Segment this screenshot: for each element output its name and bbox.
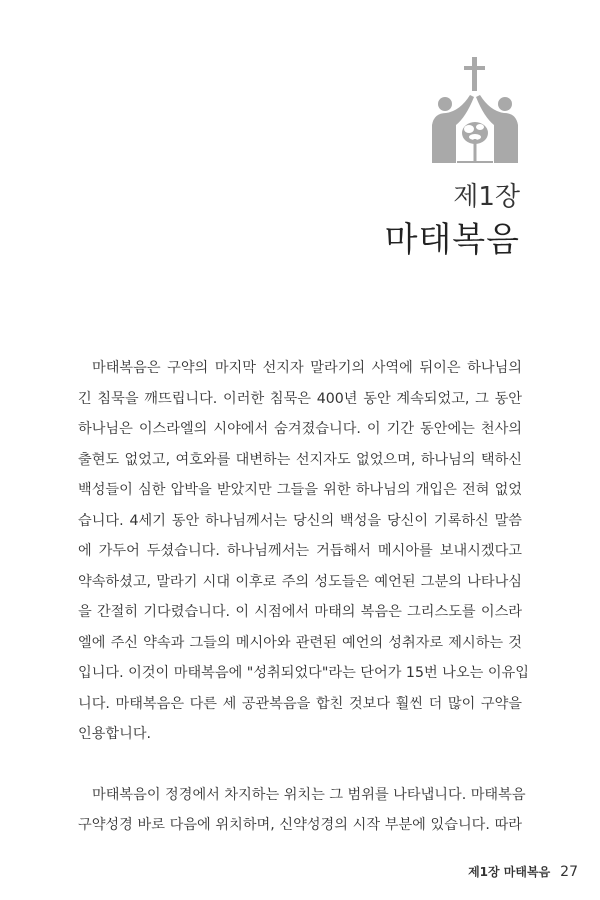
- text-line: 에 가두어 두셨습니다. 하나님께서는 거듭해서 메시아를 보내시겠다고: [78, 543, 522, 559]
- paragraph: [78, 780, 526, 841]
- paragraph: [78, 353, 529, 750]
- chapter-number: 제1장: [453, 182, 520, 212]
- text-line: 입니다. 이것이 마태복음에 "성취되었다"라는 단어가 15번 나오는 이유입: [78, 665, 529, 681]
- text-line: 니다. 마태복음은 다른 세 공관복음을 합친 것보다 훨씬 더 많이 구약을: [78, 695, 522, 712]
- body-text: [78, 353, 529, 841]
- text-line: 구약성경 바로 다음에 위치하며, 신약성경의 시작 부분에 있습니다. 따라: [78, 817, 522, 833]
- text-line: 백성들이 심한 압박을 받았지만 그들을 위한 하나님의 개입은 전혀 없었: [78, 482, 522, 498]
- cross-tree-emblem-icon: [430, 55, 520, 165]
- running-title: 제1장 마태복음: [468, 865, 551, 879]
- text-line: 마태복음이 정경에서 차지하는 위치는 그 범위를 나타냅니다. 마태복음: [92, 786, 526, 803]
- text-line: 하나님은 이스라엘의 시야에서 숨겨졌습니다. 이 기간 동안에는 천사의: [78, 421, 522, 437]
- text-line: 엘에 주신 약속과 그들의 메시아와 관련된 예언의 성취자로 제시하는 것: [78, 634, 522, 651]
- text-line: 인용합니다.: [78, 726, 152, 742]
- text-line: 마태복음은 구약의 마지막 선지자 말라기의 사역에 뒤이은 하나님의: [92, 360, 522, 376]
- chapter-title: 마태복음: [384, 220, 520, 260]
- text-line: 습니다. 4세기 동안 하나님께서는 당신의 백성을 당신이 기록하신 말씀: [78, 512, 522, 529]
- text-line: 긴 침묵을 깨뜨립니다. 이러한 침묵은 400년 동안 계속되었고, 그 동안: [78, 390, 522, 407]
- text-line: 약속하셨고, 말라기 시대 이후로 주의 성도들은 예언된 그분의 나타나심: [78, 573, 522, 590]
- text-line: 을 간절히 기다렸습니다. 이 시점에서 마태의 복음은 그리스도를 이스라: [78, 604, 522, 620]
- text-line: 출현도 없었고, 여호와를 대변하는 선지자도 없었으며, 하나님의 택하신: [78, 451, 522, 468]
- page-number: 27: [560, 864, 578, 880]
- page-footer: [468, 863, 578, 880]
